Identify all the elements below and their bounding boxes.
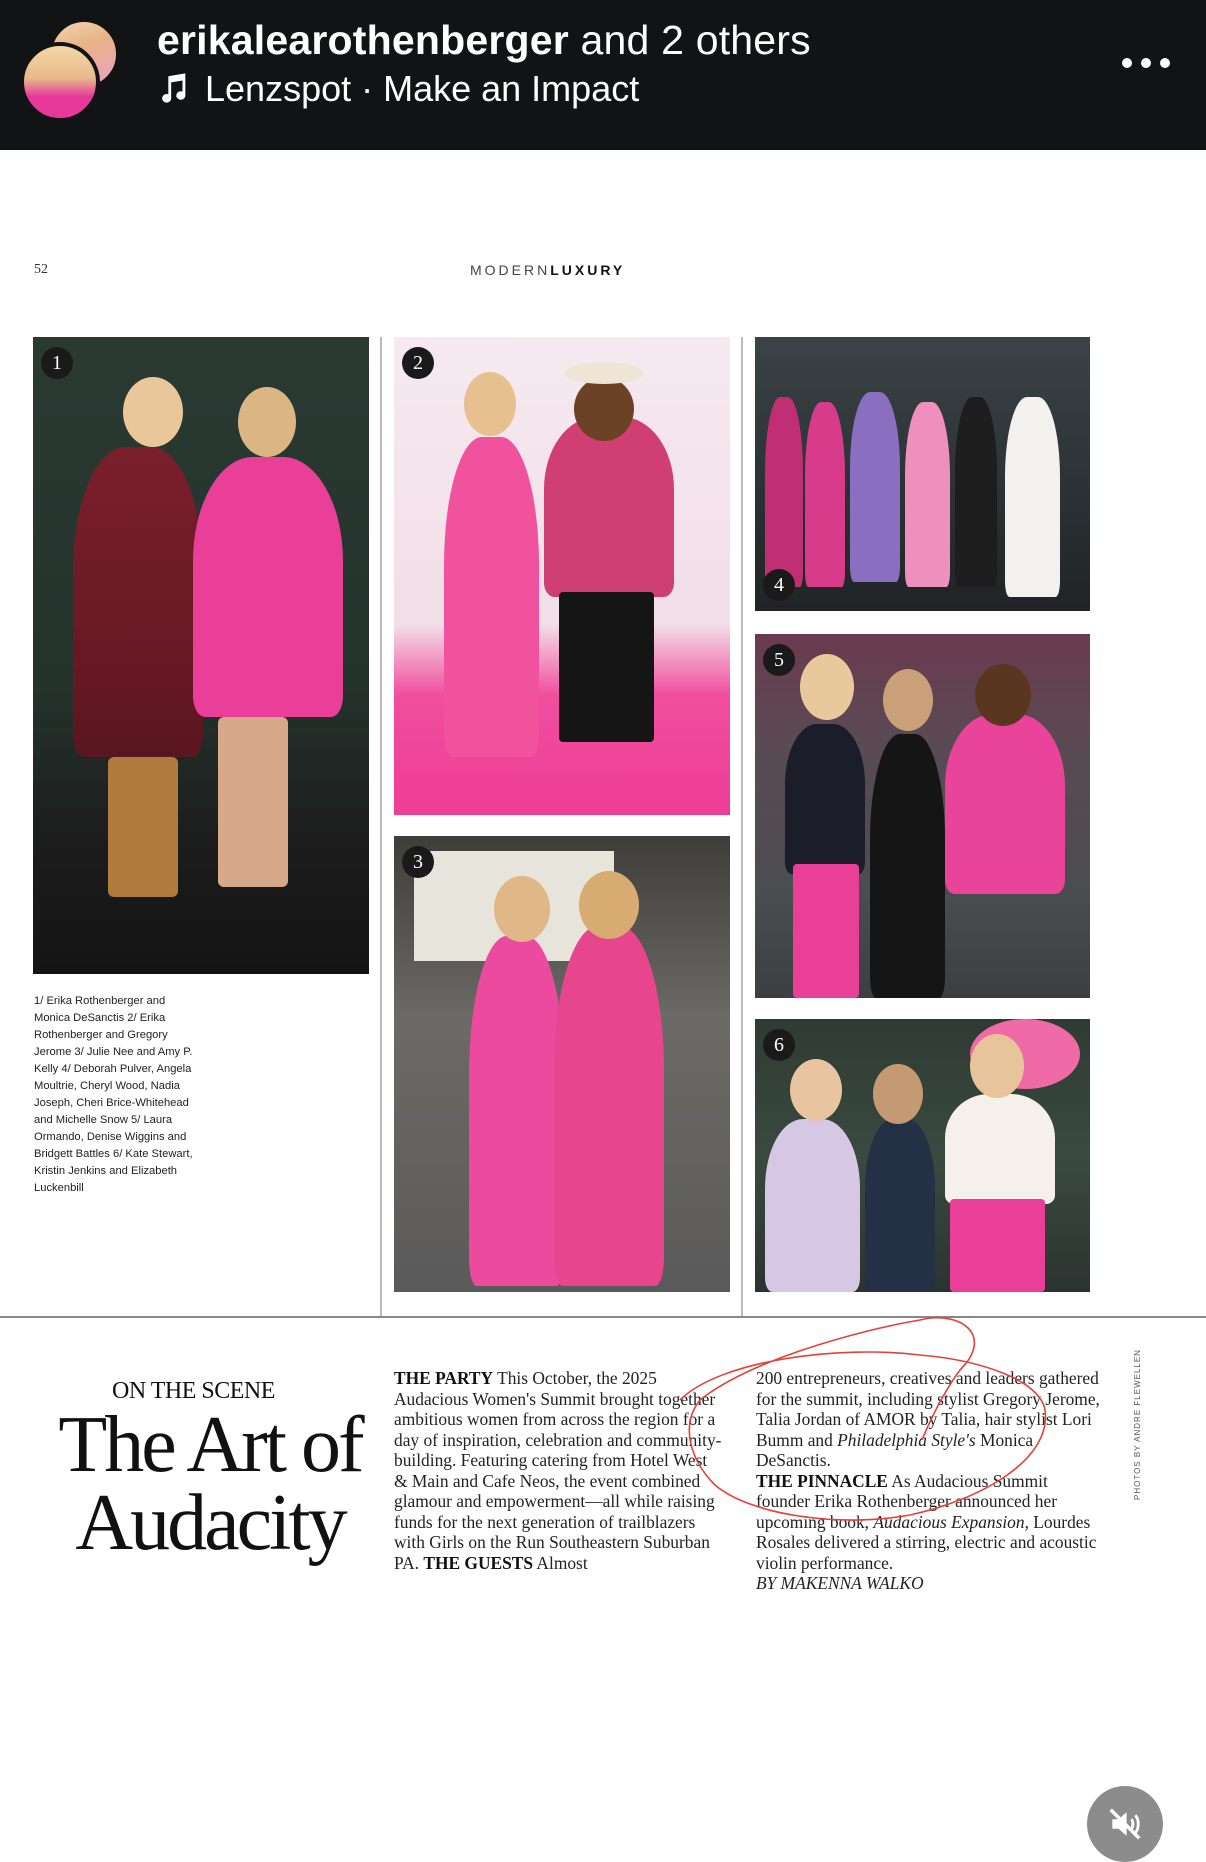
article-headline bbox=[40, 1401, 380, 1567]
photo-number: 4 bbox=[763, 569, 795, 601]
person-head bbox=[970, 1034, 1024, 1098]
person-figure bbox=[765, 397, 803, 587]
person-figure bbox=[905, 402, 950, 587]
masthead-bold: LUXURY bbox=[550, 262, 626, 278]
person-head bbox=[790, 1059, 842, 1121]
person-figure bbox=[785, 724, 865, 874]
person-figure bbox=[544, 417, 674, 597]
person-figure bbox=[870, 734, 945, 998]
headline-line-1: The Art of bbox=[58, 1401, 362, 1489]
username-line[interactable] bbox=[157, 17, 811, 64]
body-text: Monica DeSanctis. bbox=[756, 1429, 1034, 1470]
photo-number: 1 bbox=[41, 347, 73, 379]
photo-number: 3 bbox=[402, 846, 434, 878]
person-figure bbox=[765, 1119, 860, 1292]
section-kicker: ON THE SCENE bbox=[112, 1378, 275, 1404]
person-figure bbox=[955, 397, 997, 587]
person-head bbox=[464, 372, 516, 436]
person-head bbox=[800, 654, 854, 720]
mute-button[interactable] bbox=[1087, 1786, 1163, 1862]
more-horizontal-icon[interactable] bbox=[1122, 55, 1170, 71]
person-legs bbox=[218, 717, 288, 887]
byline: BY MAKENNA WALKO bbox=[756, 1573, 924, 1593]
person-figure bbox=[554, 926, 664, 1286]
photo-caption: 1/ Erika Rothenberger and Monica DeSanctis 2/ Erika Rothenberger and Gregory Jerome 3/ Julie Nee and Amy P. Kelly 4/ Deborah Pulver, Angela Moultrie, Cheryl Wood, Nadia Joseph, Cheri Brice-Whitehead and Michelle Snow 5/ Laura Ormando, Denise Wiggins and Bridgett Battles 6/ Kate Stewart, Kristin Jenkins and Elizabeth Luckenbill bbox=[34, 995, 193, 1194]
username[interactable]: erikalearothenberger bbox=[157, 17, 569, 63]
person-legs bbox=[950, 1199, 1045, 1292]
masthead-light: MODERN bbox=[470, 262, 551, 278]
photo-4 bbox=[755, 337, 1090, 611]
body-text: This October, the 2025 Audacious Women's Summit brought together ambitious women from across the region for a day of inspiration, celebration and community-building. Featuring catering from Hotel West & Main and Cafe Neos, the event combined glamour and empowerment—all while raising funds for the next generation of trailblazers with Girls on the Run Southeastern Suburban PA. bbox=[394, 1368, 722, 1573]
person-figure bbox=[193, 457, 343, 717]
person-legs bbox=[793, 864, 859, 998]
hat-shape bbox=[564, 362, 644, 384]
photo-6 bbox=[755, 1019, 1090, 1292]
person-head bbox=[123, 377, 183, 447]
magazine-page bbox=[0, 150, 1206, 1747]
publication-name: Philadelphia Style's bbox=[837, 1429, 976, 1450]
annotation-circle bbox=[660, 1300, 1080, 1530]
column-divider bbox=[741, 337, 743, 1317]
avatar bbox=[20, 42, 100, 122]
body-text: 200 entrepreneurs, creatives and leaders gathered for the summit, including stylist Gregory Jerome, Talia Jordan of AMOR by Talia, hair stylist Lori Bumm and bbox=[756, 1368, 1100, 1450]
person-legs bbox=[559, 592, 654, 742]
person-figure bbox=[865, 1119, 935, 1292]
person-figure bbox=[444, 437, 539, 757]
photo-number: 6 bbox=[763, 1029, 795, 1061]
body-text: , Lourdes Rosales delivered a stirring, electric and acoustic violin performance. bbox=[756, 1511, 1097, 1573]
photo-1 bbox=[33, 337, 369, 974]
person-figure bbox=[850, 392, 900, 582]
photo-2 bbox=[394, 337, 730, 815]
person-head bbox=[579, 871, 639, 939]
person-head bbox=[574, 377, 634, 441]
book-title: Audacious Expansion bbox=[873, 1511, 1025, 1532]
music-line[interactable] bbox=[157, 68, 639, 110]
section-label: THE PARTY bbox=[394, 1368, 494, 1388]
photo-3 bbox=[394, 836, 730, 1292]
person-figure bbox=[1005, 397, 1060, 597]
masthead bbox=[470, 262, 625, 278]
avatar-stack[interactable] bbox=[20, 18, 120, 118]
photo-number: 5 bbox=[763, 644, 795, 676]
person-head bbox=[975, 664, 1031, 726]
collaborators-count[interactable]: and 2 others bbox=[580, 17, 811, 63]
person-head bbox=[883, 669, 933, 731]
speaker-muted-icon bbox=[1106, 1805, 1144, 1843]
music-note-icon bbox=[157, 72, 191, 106]
body-text: As Audacious Summit founder Erika Rothenberger announced her upcoming book, bbox=[756, 1470, 1057, 1532]
section-label: THE GUESTS bbox=[423, 1552, 534, 1573]
photo-number: 2 bbox=[402, 347, 434, 379]
person-figure bbox=[805, 402, 845, 587]
section-label: THE PINNACLE bbox=[756, 1470, 888, 1491]
body-text: Almost bbox=[533, 1552, 588, 1573]
photo-credit: PHOTOS BY ANDRE FLEWELLEN bbox=[1133, 1349, 1142, 1500]
music-track[interactable]: Lenzspot · Make an Impact bbox=[205, 68, 640, 109]
person-head bbox=[494, 876, 550, 942]
person-head bbox=[238, 387, 296, 457]
story-header bbox=[0, 0, 1206, 150]
person-figure bbox=[945, 1094, 1055, 1204]
headline-line-2: Audacity bbox=[75, 1479, 345, 1567]
person-figure bbox=[73, 447, 203, 757]
photo-5 bbox=[755, 634, 1090, 998]
column-divider bbox=[380, 337, 382, 1317]
person-figure bbox=[945, 714, 1065, 894]
person-legs bbox=[108, 757, 178, 897]
person-figure bbox=[469, 936, 564, 1286]
person-head bbox=[873, 1064, 923, 1124]
page-number: 52 bbox=[34, 262, 48, 277]
